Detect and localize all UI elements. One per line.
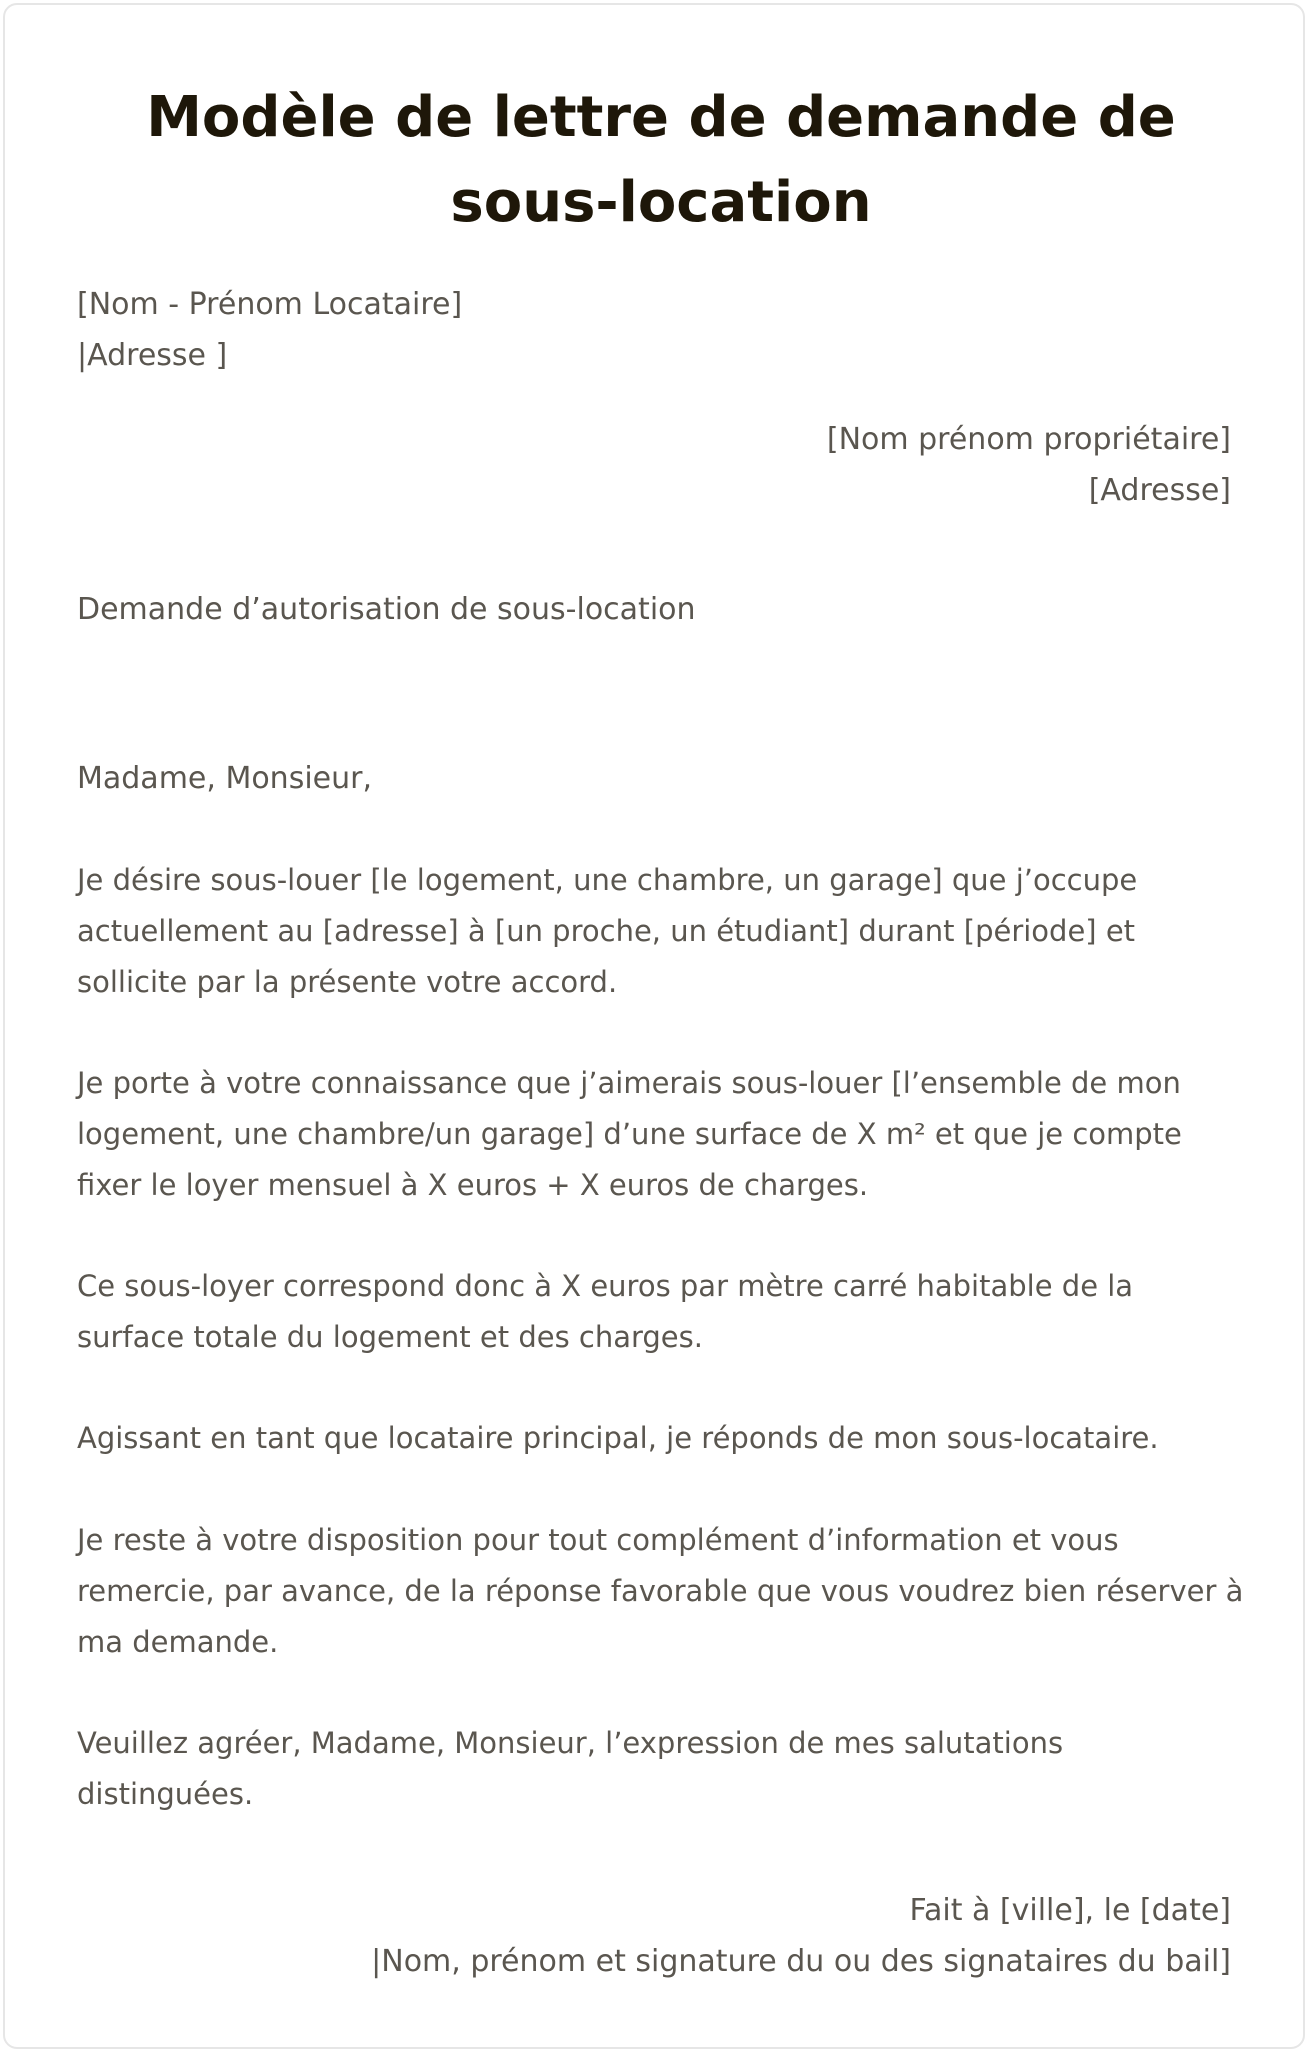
salutation: Madame, Monsieur, <box>77 761 373 796</box>
body-paragraph: Je porte à votre connaissance que j’aimerais sous-louer [l’ensemble de mon logement, une chambre/un garage] d’une surface de X m² et que je compte fixer le loyer mensuel à X euros + X euros de charges. <box>77 1066 1182 1202</box>
signature-line: |Nom, prénom et signature du ou des signataires du bail] <box>371 1944 1231 1979</box>
place-date: Fait à [ville], le [date] <box>909 1893 1231 1928</box>
body-paragraph: Agissant en tant que locataire principal, je réponds de mon sous-locataire. <box>77 1421 1159 1455</box>
body-paragraph: Je désire sous-louer [le logement, une chambre, un garage] que j’occupe actuellement au [adresse] à [un proche, un étudiant] durant [période] et sollicite par la présente votre accord. <box>77 863 1138 999</box>
recipient-name: [Nom prénom propriétaire] <box>826 422 1231 457</box>
closing-formula: Veuillez agréer, Madame, Monsieur, l’expression de mes salutations distinguées. <box>77 1726 1064 1811</box>
sender-address: |Adresse ] <box>77 338 228 373</box>
page-title: Modèle de lettre de demande de sous-location <box>146 85 1176 235</box>
letter-card <box>3 3 1305 2049</box>
letter-subject: Demande d’autorisation de sous-location <box>77 592 696 627</box>
sender-name: [Nom - Prénom Locataire] <box>77 287 463 322</box>
recipient-address: [Adresse] <box>1088 473 1231 508</box>
body-paragraph: Ce sous-loyer correspond donc à X euros par mètre carré habitable de la surface totale du logement et des charges. <box>77 1269 1134 1354</box>
body-paragraph: Je reste à votre disposition pour tout complément d’information et vous remercie, par avance, de la réponse favorable que vous voudrez bien réserver à ma demande. <box>77 1523 1244 1659</box>
